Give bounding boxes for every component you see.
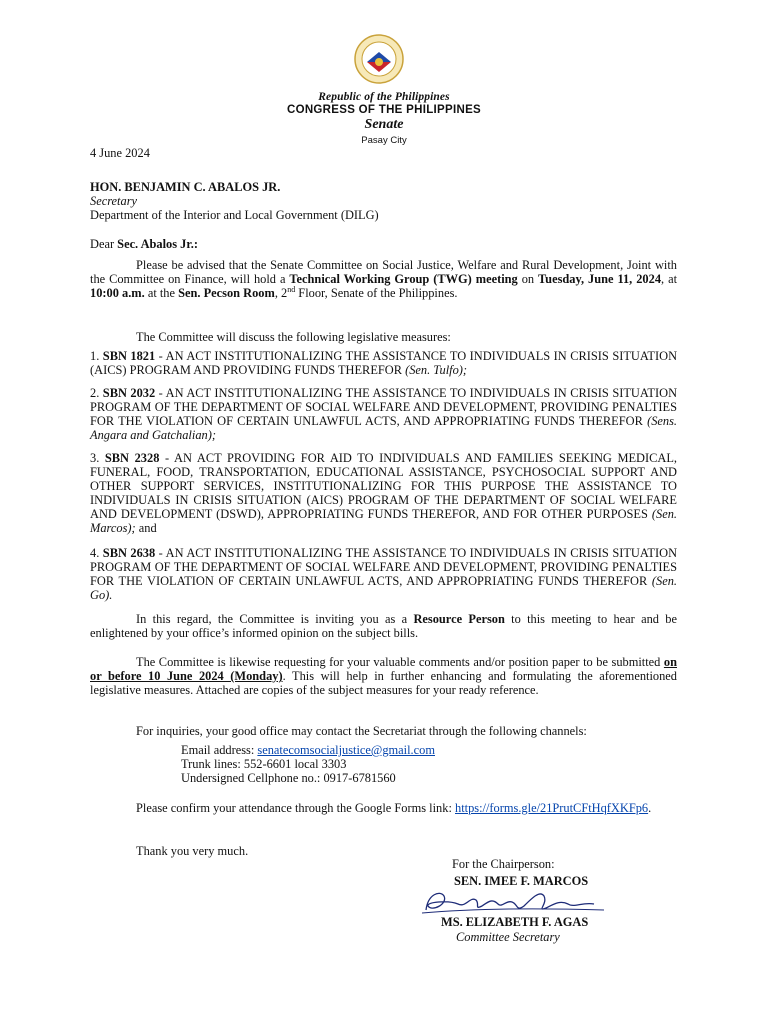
p4-deadline: on or before 10 June 2024 (Monday) — [90, 655, 677, 683]
handwritten-signature — [418, 886, 608, 918]
measure-number: 3. — [90, 451, 105, 465]
senate-seal-logo — [354, 34, 404, 84]
measure-item — [90, 546, 677, 602]
measure-number: 2. — [90, 386, 103, 400]
p1-text-6: Floor, Senate of the Philippines. — [295, 286, 458, 300]
paragraph-confirm-attendance — [90, 801, 677, 815]
email-line — [181, 743, 435, 757]
measure-item — [90, 451, 677, 535]
republic-line: Republic of the Philippines — [318, 91, 450, 103]
measure-title: - AN ACT PROVIDING FOR AID TO INDIVIDUALS AND FAMILIES SEEKING MEDICAL, FUNERAL, FOOD, TRANSPORTATION, EDUCATIONAL ASSISTANCE, PSYCHOSOCIAL SUPPORT AND OTHER SUPPORT SERVICES, INSTITUTIONALIZING FOR THIS PURPOSE THE ASSISTANCE TO INDIVIDUALS IN CRISIS SITUATION (AICS) PROGRAM OF THE DEPARTMENT OF SOCIAL WELFARE AND DEVELOPMENT (DSWD), APPROPRIATING FUNDS THEREFOR, AND FOR OTHER PURPOSES — [90, 451, 677, 521]
measure-tail: and — [135, 521, 157, 535]
google-forms-link[interactable]: https://forms.gle/21PrutCFtHqfXKFp6 — [455, 801, 649, 815]
p6-text-2: . — [648, 801, 652, 815]
p1-text-5: , 2 — [274, 286, 288, 300]
letter-date: 4 June 2024 — [90, 146, 150, 160]
senate-line: Senate — [364, 117, 404, 132]
measure-item — [90, 386, 677, 442]
paragraph-resource-person — [90, 612, 677, 640]
p1-meeting-room: Sen. Pecson Room — [178, 286, 275, 300]
p4-text-1: The Committee is likewise requesting for your valuable comments and/or position paper to be submitted — [136, 655, 664, 669]
trunk-lines: Trunk lines: 552-6601 local 3303 — [181, 757, 347, 771]
p1-text-1: Please be advised that the Senate Committee on Social Justice, Welfare and Rural Development, Joint with the Committee on Finance, will hold a — [90, 258, 677, 286]
signer-name: MS. ELIZABETH F. AGAS — [441, 915, 589, 929]
measure-title: - AN ACT INSTITUTIONALIZING THE ASSISTANCE TO INDIVIDUALS IN CRISIS SITUATION PROGRAM OF THE DEPARTMENT OF SOCIAL WELFARE AND DEVELOPMENT, PROVIDING PENALTIES FOR THE VIOLATION OF CERTAIN UNLAWFUL ACTS, AND APPROPRIATING FUNDS THEREFOR — [90, 546, 678, 588]
congress-line: CONGRESS OF THE PHILIPPINES — [286, 104, 482, 116]
measure-number: 4. — [90, 546, 103, 560]
paragraph-measures-intro: The Committee will discuss the following legislative measures: — [136, 330, 451, 344]
measure-item — [90, 349, 677, 377]
measure-author: (Sens. Angara and Gatchalian); — [90, 414, 677, 442]
city-line: Pasay City — [361, 135, 407, 146]
signer-title — [456, 930, 560, 944]
measure-bill-number: SBN 2328 — [104, 451, 160, 465]
measure-author: (Sen. Tulfo); — [405, 363, 468, 377]
p4-text-2: . This will help in further enhancing and formulating the aforementioned legislative measures. Attached are copies of the subject measures for your ready reference. — [90, 669, 677, 697]
cellphone-line: Undersigned Cellphone no.: 0917-6781560 — [181, 771, 396, 785]
paragraph-inquiries: For inquiries, your good office may contact the Secretariat through the following channels: — [136, 724, 587, 738]
p1-meeting-type: Technical Working Group (TWG) meeting — [289, 272, 518, 286]
p3-text-2: to this meeting to hear and be enlightened by your office’s informed opinion on the subject bills. — [90, 612, 677, 640]
p3-text-1: In this regard, the Committee is inviting you as a — [136, 612, 414, 626]
measure-bill-number: SBN 2638 — [102, 546, 156, 560]
p1-meeting-date: Tuesday, June 11, 2024 — [538, 272, 662, 286]
recipient-department: Department of the Interior and Local Government (DILG) — [90, 208, 379, 222]
salutation — [90, 237, 677, 251]
signer-title-text: Committee Secretary — [456, 930, 560, 944]
p1-superscript: nd — [287, 284, 296, 294]
p1-text-2: on — [517, 272, 539, 286]
p1-text-4: at the — [144, 286, 179, 300]
email-label: Email address: — [181, 743, 258, 757]
recipient-name: HON. BENJAMIN C. ABALOS JR. — [90, 180, 281, 194]
email-link[interactable]: senatecomsocialjustice@gmail.com — [257, 743, 435, 757]
closing-line: Thank you very much. — [136, 844, 249, 858]
measure-title: - AN ACT INSTITUTIONALIZING THE ASSISTANCE TO INDIVIDUALS IN CRISIS SITUATION PROGRAM OF THE DEPARTMENT OF SOCIAL WELFARE AND DEVELOPMENT, PROVIDING PENALTIES FOR THE VIOLATION OF CERTAIN UNLAWFUL ACTS, AND APPROPRIATING FUNDS THEREFOR — [90, 386, 678, 428]
measure-bill-number: SBN 1821 — [102, 349, 156, 363]
p1-text-3: , at — [661, 272, 678, 286]
recipient-title: Secretary — [90, 194, 138, 208]
salutation-prefix: Dear — [90, 237, 118, 251]
recipient-block — [90, 180, 677, 222]
measure-author: (Sen. Go). — [90, 574, 677, 602]
paragraph-position-paper — [90, 655, 677, 697]
contact-block — [181, 743, 435, 785]
p3-role: Resource Person — [413, 612, 505, 626]
p1-meeting-time: 10:00 a.m. — [90, 286, 145, 300]
measure-bill-number: SBN 2032 — [102, 386, 156, 400]
measure-title: - AN ACT INSTITUTIONALIZING THE ASSISTANCE TO INDIVIDUALS IN CRISIS SITUATION (AICS) PROGRAM AND PROVIDING FUNDS THEREFOR — [90, 349, 678, 377]
measure-author: (Sen. Marcos); — [90, 507, 677, 535]
for-chairperson: For the Chairperson: — [452, 857, 555, 871]
measure-number: 1. — [90, 349, 103, 363]
salutation-name: Sec. Abalos Jr.: — [117, 237, 198, 251]
paragraph-meeting-notice — [90, 258, 677, 300]
p6-text-1: Please confirm your attendance through the Google Forms link: — [136, 801, 455, 815]
chairperson-name: SEN. IMEE F. MARCOS — [454, 874, 589, 888]
